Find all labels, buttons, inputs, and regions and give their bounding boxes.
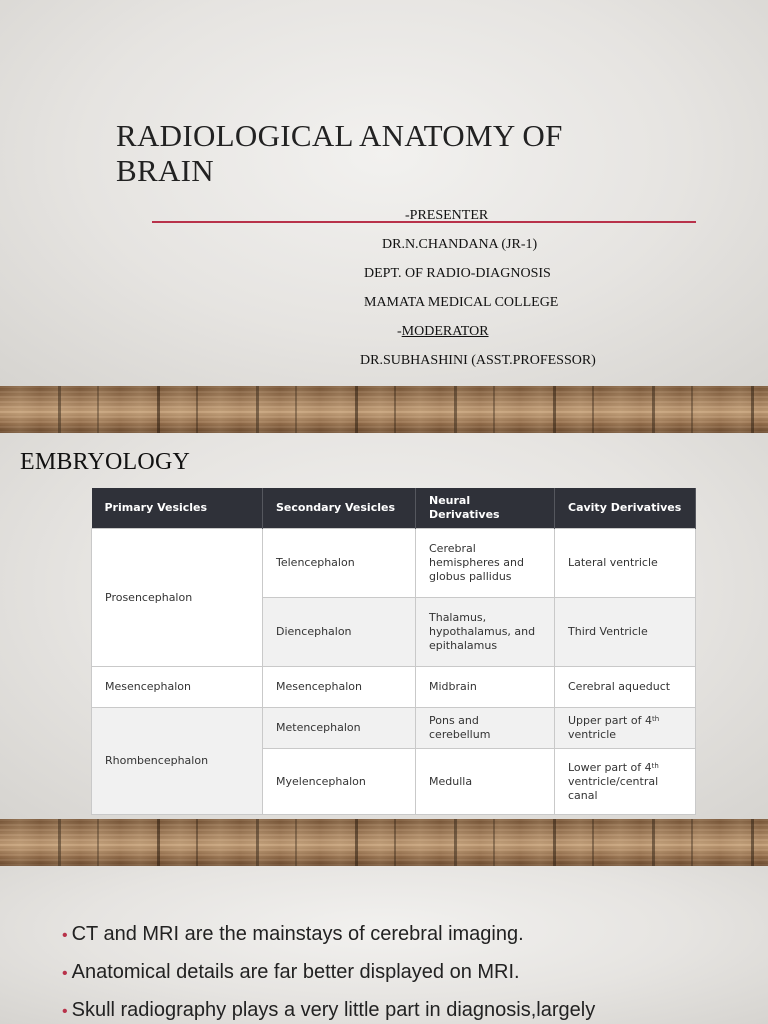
metencephalon-cavity-sup: th <box>651 715 660 723</box>
header-neural-derivatives: Neural Derivatives <box>416 488 555 529</box>
myelencephalon-cavity-pre: Lower part of 4 <box>568 760 652 774</box>
table-row <box>92 667 696 708</box>
bullet-text: CT and MRI are the mainstays of cerebral imaging. <box>71 923 524 945</box>
cell-telencephalon-neural: Cerebral hemispheres and globus pallidus <box>416 529 555 598</box>
cell-diencephalon: Diencephalon <box>263 598 416 667</box>
slide-title-line-2: BRAIN <box>116 153 214 188</box>
bullet-icon: • <box>62 965 68 982</box>
cell-metencephalon: Metencephalon <box>263 708 416 749</box>
slide-title <box>116 118 676 188</box>
list-item <box>62 922 595 948</box>
slide-title-line-1: RADIOLOGICAL ANATOMY OF <box>116 118 563 153</box>
table-row <box>92 529 696 598</box>
title-slide <box>0 0 768 386</box>
cell-metencephalon-neural: Pons and cerebellum <box>416 708 555 749</box>
list-item <box>62 998 595 1024</box>
college: MAMATA MEDICAL COLLEGE <box>364 295 559 310</box>
table-row <box>92 708 696 749</box>
cell-diencephalon-neural: Thalamus, hypothalamus, and epithalamus <box>416 598 555 667</box>
presenter-label: -PRESENTER <box>405 208 489 223</box>
myelencephalon-cavity-sup: th <box>651 761 659 770</box>
cell-mesencephalon-primary: Mesencephalon <box>92 667 263 708</box>
table-header-row <box>92 488 696 529</box>
moderator-label-text: MODERATOR <box>401 324 489 339</box>
list-item <box>62 960 595 986</box>
header-primary-vesicles: Primary Vesicles <box>92 488 263 529</box>
wood-floor-divider <box>0 819 768 866</box>
cell-telencephalon-cavity: Lateral ventricle <box>555 529 696 598</box>
cell-mesencephalon-cavity: Cerebral aqueduct <box>555 667 696 708</box>
bullet-icon: • <box>62 1003 68 1020</box>
department: DEPT. OF RADIO-DIAGNOSIS <box>364 266 551 281</box>
bullet-text: Skull radiography plays a very little part in diagnosis,largely <box>71 999 596 1021</box>
embryology-title: EMBRYOLOGY <box>20 449 191 475</box>
moderator-label <box>397 324 489 340</box>
cell-metencephalon-cavity <box>555 708 696 749</box>
cell-myelencephalon-cavity <box>555 749 696 815</box>
wood-floor-divider <box>0 386 768 433</box>
cell-rhombencephalon: Rhombencephalon <box>92 708 263 815</box>
myelencephalon-cavity-post: ventricle/central canal <box>568 774 659 802</box>
cell-diencephalon-cavity: Third Ventricle <box>555 598 696 667</box>
presenter-name: DR.N.CHANDANA (JR-1) <box>382 237 538 252</box>
cell-prosencephalon: Prosencephalon <box>92 529 263 667</box>
cell-telencephalon: Telencephalon <box>263 529 416 598</box>
cell-mesencephalon-secondary: Mesencephalon <box>263 667 416 708</box>
bullet-icon: • <box>62 927 68 944</box>
cell-mesencephalon-neural: Midbrain <box>416 667 555 708</box>
moderator-name: DR.SUBHASHINI (ASST.PROFESSOR) <box>360 353 596 368</box>
embryology-slide <box>0 433 768 819</box>
bullet-list <box>62 922 595 1024</box>
header-cavity-derivatives: Cavity Derivatives <box>555 488 696 529</box>
metencephalon-cavity-post: ventricle <box>568 728 617 741</box>
bullet-text: Anatomical details are far better displayed on MRI. <box>71 961 520 983</box>
header-secondary-vesicles: Secondary Vesicles <box>263 488 416 529</box>
metencephalon-cavity-pre: Upper part of 4 <box>568 714 652 727</box>
moderator-dash: - <box>397 324 402 339</box>
embryology-table <box>91 488 696 815</box>
cell-myelencephalon-neural: Medulla <box>416 749 555 815</box>
imaging-slide <box>0 866 768 1024</box>
cell-myelencephalon: Myelencephalon <box>263 749 416 815</box>
